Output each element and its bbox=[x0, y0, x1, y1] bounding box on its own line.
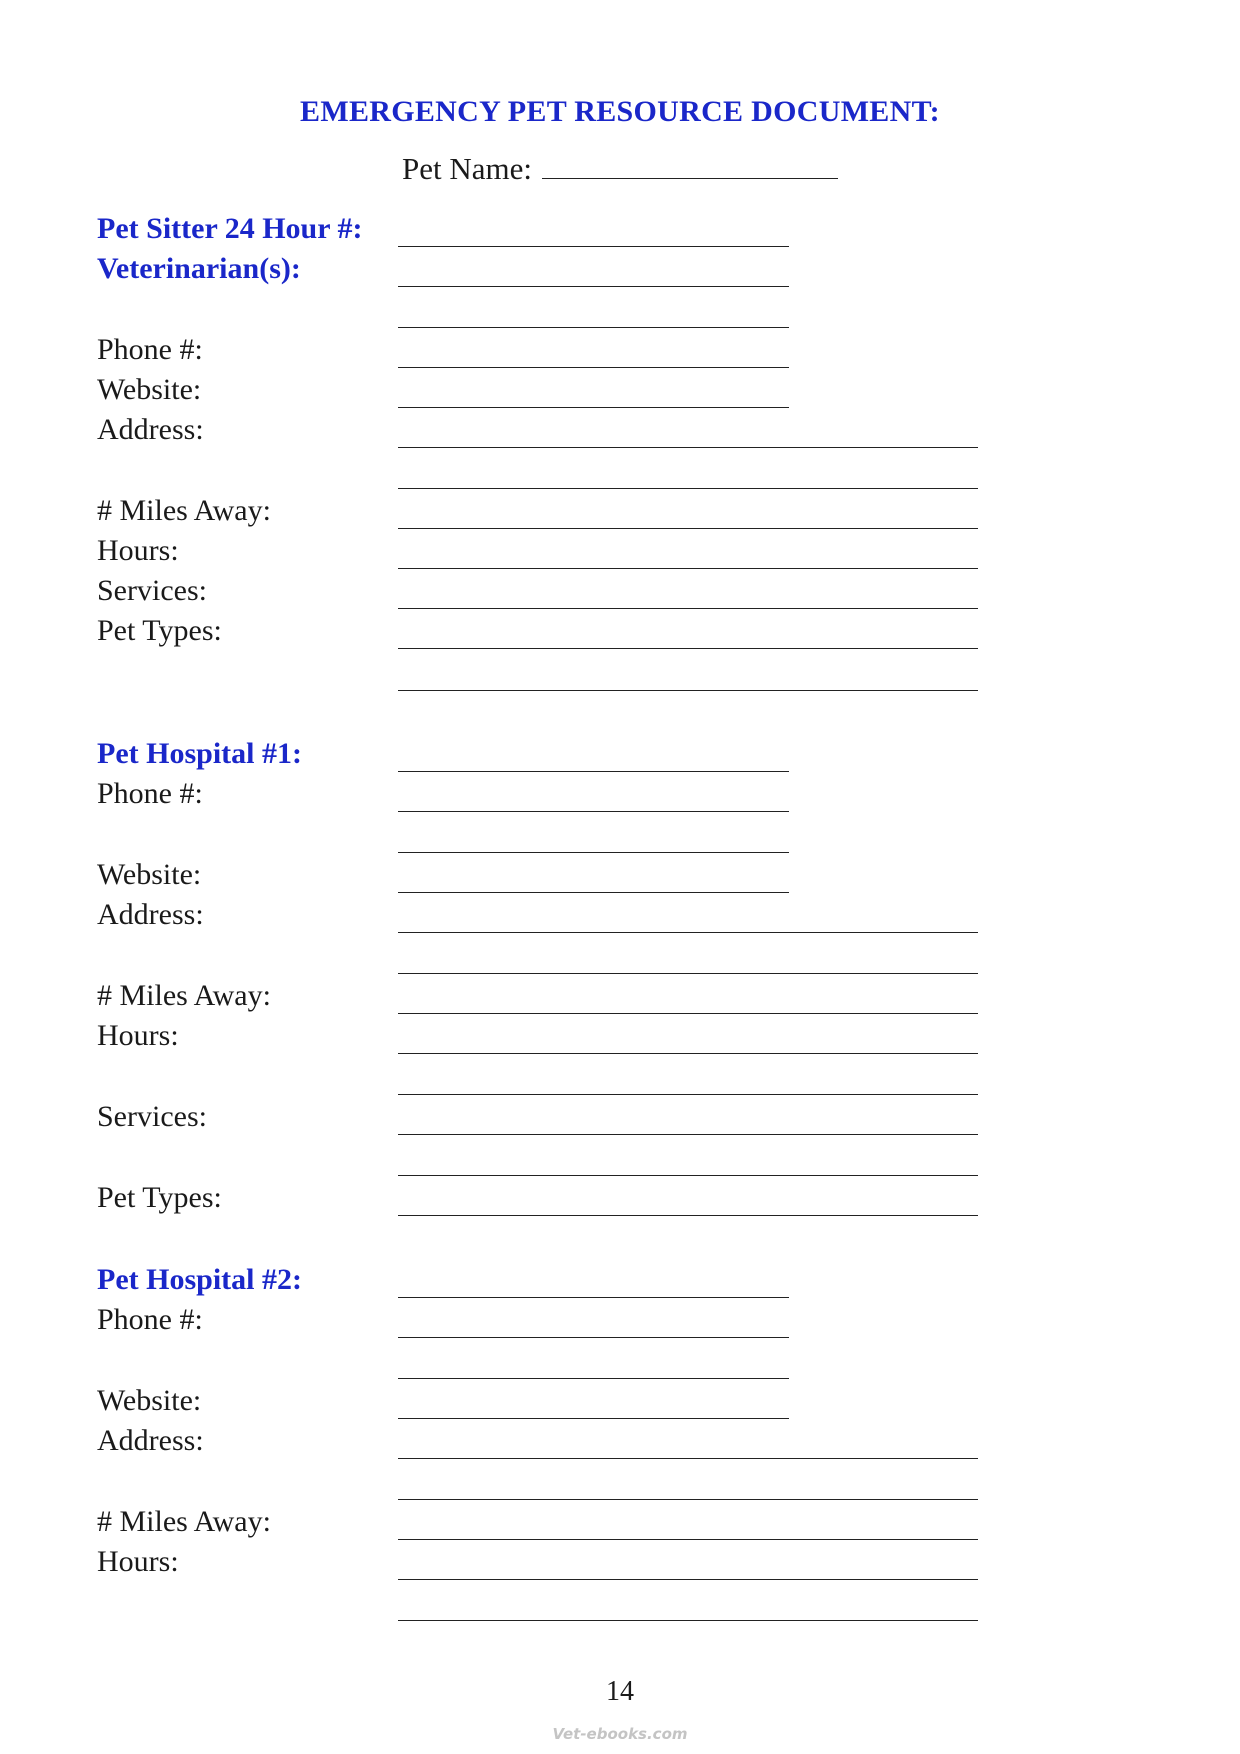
hospital2-heading: Pet Hospital #2: bbox=[97, 1263, 302, 1296]
hospital1-services-field-2[interactable] bbox=[398, 1175, 978, 1176]
hospital1-address-field-2[interactable] bbox=[398, 973, 978, 974]
hospital2-field[interactable] bbox=[398, 1297, 789, 1298]
vet-website-label: Website: bbox=[97, 373, 202, 406]
hospital2-website-field[interactable] bbox=[398, 1418, 789, 1419]
vet-pet-types-field-2[interactable] bbox=[398, 690, 978, 691]
hospital1-phone-field[interactable] bbox=[398, 811, 789, 812]
hospital1-pet-types-field[interactable] bbox=[398, 1215, 978, 1216]
hospital1-phone-label: Phone #: bbox=[97, 777, 203, 810]
vet-pet-types-label: Pet Types: bbox=[97, 614, 222, 647]
pet-name-field[interactable] bbox=[542, 150, 838, 179]
pet-sitter-field[interactable] bbox=[398, 246, 789, 247]
hospital2-website-label: Website: bbox=[97, 1384, 202, 1417]
hospital1-miles-label: # Miles Away: bbox=[97, 979, 271, 1012]
hospital2-hours-label: Hours: bbox=[97, 1545, 179, 1578]
vet-hours-field[interactable] bbox=[398, 568, 978, 569]
hospital2-miles-field[interactable] bbox=[398, 1539, 978, 1540]
vet-miles-field[interactable] bbox=[398, 528, 978, 529]
vet-address-field[interactable] bbox=[398, 447, 978, 448]
pet-name-label: Pet Name: bbox=[402, 151, 532, 186]
veterinarian-heading: Veterinarian(s): bbox=[97, 252, 301, 285]
hospital1-website-field[interactable] bbox=[398, 892, 789, 893]
hospital2-address-label: Address: bbox=[97, 1424, 204, 1457]
hospital1-heading: Pet Hospital #1: bbox=[97, 737, 302, 770]
hospital1-pet-types-label: Pet Types: bbox=[97, 1181, 222, 1214]
vet-address-field-2[interactable] bbox=[398, 488, 978, 489]
hospital2-hours-field[interactable] bbox=[398, 1579, 978, 1580]
hospital1-address-label: Address: bbox=[97, 898, 204, 931]
pet-name-row bbox=[402, 150, 838, 187]
hospital1-website-label: Website: bbox=[97, 858, 202, 891]
vet-hours-label: Hours: bbox=[97, 534, 179, 567]
vet-phone-label: Phone #: bbox=[97, 333, 203, 366]
veterinarian-field-2[interactable] bbox=[398, 327, 789, 328]
veterinarian-field[interactable] bbox=[398, 286, 789, 287]
watermark: Vet-ebooks.com bbox=[552, 1725, 688, 1743]
hospital1-hours-field[interactable] bbox=[398, 1053, 978, 1054]
hospital1-services-field[interactable] bbox=[398, 1134, 978, 1135]
hospital2-address-field[interactable] bbox=[398, 1458, 978, 1459]
page-number: 14 bbox=[606, 1676, 634, 1707]
hospital1-hours-field-2[interactable] bbox=[398, 1094, 978, 1095]
hospital2-phone-field[interactable] bbox=[398, 1337, 789, 1338]
hospital2-hours-field-2[interactable] bbox=[398, 1620, 978, 1621]
hospital2-phone-label: Phone #: bbox=[97, 1303, 203, 1336]
pet-sitter-heading: Pet Sitter 24 Hour #: bbox=[97, 212, 363, 245]
hospital1-hours-label: Hours: bbox=[97, 1019, 179, 1052]
vet-services-label: Services: bbox=[97, 574, 207, 607]
vet-miles-label: # Miles Away: bbox=[97, 494, 271, 527]
vet-address-label: Address: bbox=[97, 413, 204, 446]
hospital2-miles-label: # Miles Away: bbox=[97, 1505, 271, 1538]
hospital1-services-label: Services: bbox=[97, 1100, 207, 1133]
vet-services-field[interactable] bbox=[398, 608, 978, 609]
hospital1-address-field[interactable] bbox=[398, 932, 978, 933]
vet-website-field[interactable] bbox=[398, 407, 789, 408]
vet-pet-types-field[interactable] bbox=[398, 648, 978, 649]
document-title: EMERGENCY PET RESOURCE DOCUMENT: bbox=[300, 95, 940, 128]
hospital2-address-field-2[interactable] bbox=[398, 1499, 978, 1500]
vet-phone-field[interactable] bbox=[398, 367, 789, 368]
hospital1-phone-field-2[interactable] bbox=[398, 852, 789, 853]
hospital1-field[interactable] bbox=[398, 771, 789, 772]
hospital1-miles-field[interactable] bbox=[398, 1013, 978, 1014]
hospital2-phone-field-2[interactable] bbox=[398, 1378, 789, 1379]
